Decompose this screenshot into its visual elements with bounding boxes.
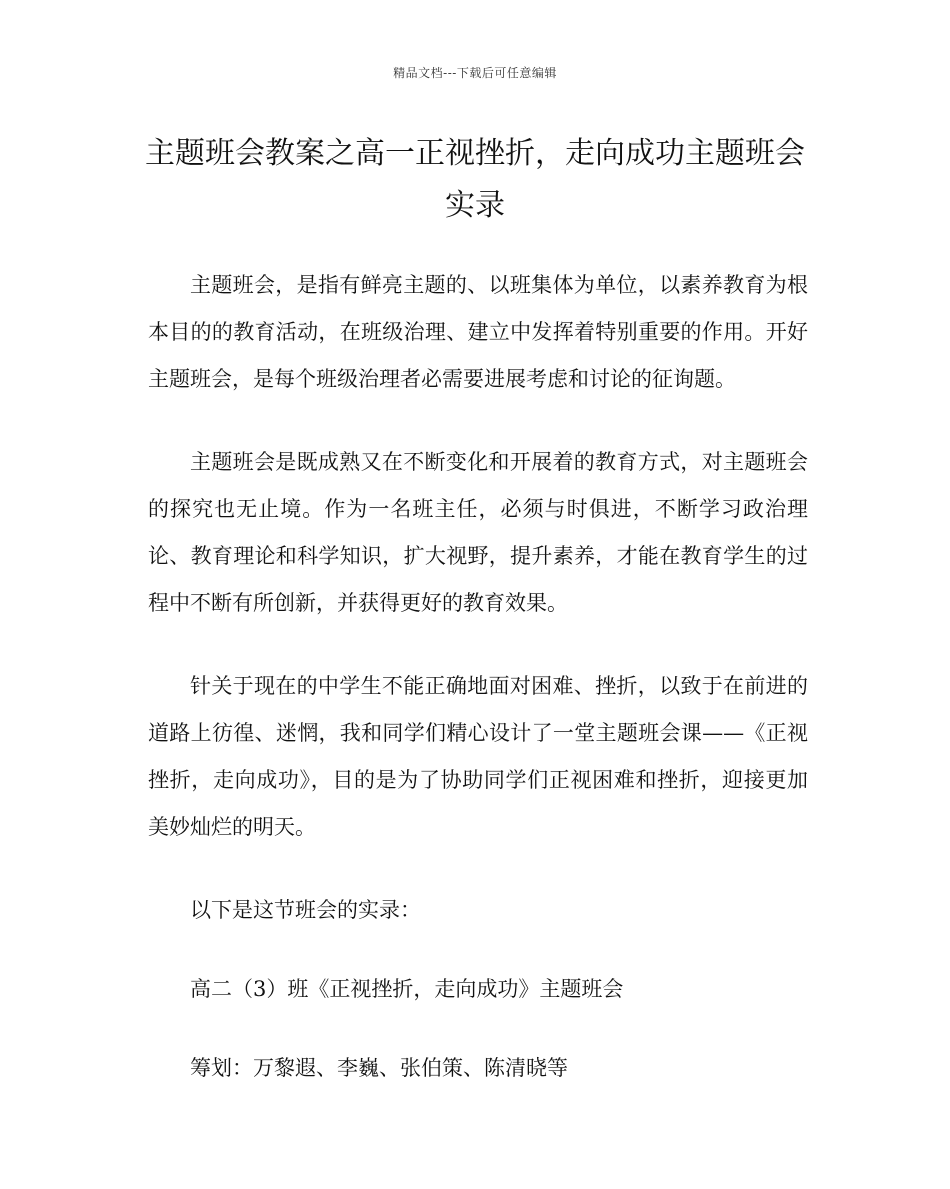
paragraph-class-title: 高二（3）班《正视挫折，走向成功》主题班会 <box>190 977 624 1001</box>
header-note: 精品文档---下载后可任意编辑 <box>393 66 557 80</box>
paragraph-planners: 筹划：万黎遐、李巍、张伯策、陈清晓等 <box>190 1056 568 1080</box>
paragraph-purpose: 针关于现在的中学生不能正确地面对困难、挫折，以致于在前进的道路上彷徨、迷惘，我和同学们精心设计了一堂主题班会课——《正视挫折，走向成功》，目的是为了协助同学们正视困难和挫折，迎接更加美妙灿烂的明天。 <box>148 674 808 839</box>
document-title: 主题班会教案之高一正视挫折，走向成功主题班会实录 <box>145 136 805 223</box>
document-body <box>148 262 808 1124</box>
paragraph-intro: 主题班会，是指有鲜亮主题的、以班集体为单位，以素养教育为根本目的的教育活动，在班级治理、建立中发挥着特别重要的作用。开好主题班会，是每个班级治理者必需要进展考虑和讨论的征询题。 <box>148 273 808 391</box>
paragraph-method: 主题班会是既成熟又在不断变化和开展着的教育方式，对主题班会的探究也无止境。作为一名班主任，必须与时俱进，不断学习政治理论、教育理论和科学知识，扩大视野，提升素养，才能在教育学生的过程中不断有所创新，并获得更好的教育效果。 <box>148 450 808 615</box>
paragraph-record-intro: 以下是这节班会的实录： <box>190 898 421 922</box>
